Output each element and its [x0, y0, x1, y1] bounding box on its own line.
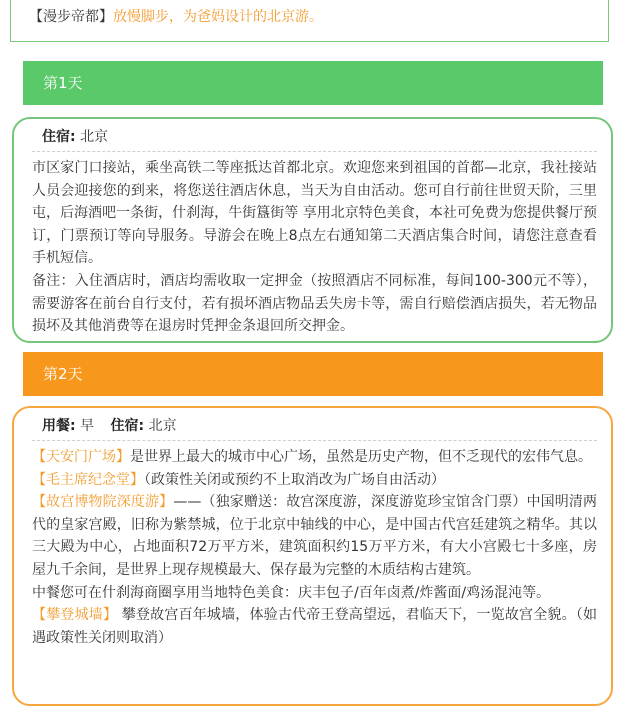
- spot-name: 【攀登城墙】: [32, 607, 118, 624]
- spot-text: 中餐您可在什刹海商圈享用当地特色美食：庆丰包子/百年卤煮/炸酱面/鸡汤混沌等。: [32, 584, 551, 601]
- day-1-description: 市区家门口接站，乘坐高铁二等座抵达首都北京。欢迎您来到祖国的首都—北京，我社接站人员会迎接您的到来，将您送往酒店休息，当天为自由活动。您可自行前往世贸天阶，三里屯，后海酒吧一条街，什刹海，牛街簋街等 享用北京特色美食，本社可免费为您提供餐厅预订，门票预订等向导服务。导游会在晚上8点左右通知第二天酒店集合时间，请您注意查看手机短信。: [32, 160, 597, 267]
- intro-line: [29, 6, 323, 26]
- route-tag: 【漫步帝都】: [29, 9, 113, 25]
- route-slogan: 放慢脚步，为爸妈设计的北京游。: [113, 9, 323, 25]
- spot-text: 是世界上最大的城市中心广场，虽然是历史产物，但不乏现代的宏伟气息。: [130, 449, 592, 465]
- meal-label: 用餐:: [42, 418, 76, 434]
- lodging-label: 住宿:: [42, 129, 76, 145]
- lodging-value: 北京: [148, 418, 177, 434]
- spot-name: 【毛主席纪念堂】: [32, 471, 144, 488]
- itinerary-item-forbidden-city: [32, 491, 597, 581]
- day-2-meta: [32, 416, 597, 441]
- itinerary-item-tiananmen: [32, 446, 597, 469]
- lodging-label: 住宿:: [110, 418, 145, 434]
- itinerary-item-memorial-hall: [32, 469, 597, 492]
- day-1-note: 备注：入住酒店时，酒店均需收取一定押金（按照酒店不同标准，每间100-300元不等），需要游客在前台自行支付，若有损坏酒店物品丢失房卡等，需自行赔偿酒店损失，若无物品损坏及其他消费等在退房时凭押金条退回所交押金。: [32, 272, 597, 335]
- itinerary-item-city-wall: [32, 604, 597, 649]
- spot-text: （政策性关闭或预约不上取消改为广场自由活动）: [144, 471, 445, 488]
- day-1-meta: [32, 127, 597, 152]
- spot-name: 【故宫博物院深度游】: [32, 494, 174, 511]
- day-2-card: [12, 406, 613, 706]
- meal-value: 早: [80, 418, 95, 434]
- spot-name: 【天安门广场】: [32, 449, 130, 465]
- day-1-header: 第1天: [23, 61, 603, 105]
- day-2-header: 第2天: [23, 352, 603, 396]
- day-1-card: [12, 117, 613, 343]
- intro-box: [10, 0, 609, 42]
- lodging-value: 北京: [80, 129, 109, 145]
- spot-text: ——（独家赠送：故宫深度游，深度游览珍宝馆含门票）中国明清两代的皇家宫殿，旧称为紫禁城，位于北京中轴线的中心，是中国古代宫廷建筑之精华。其以三大殿为中心，占地面积72万平方米，建筑面积约15万平方米，有大小宫殿七十多座，房屋九千余间，是世界上现存规模最大、保存最为完整的木质结构古建筑。: [32, 494, 598, 578]
- itinerary-item-lunch: [32, 582, 597, 605]
- spot-text: 攀登故宫百年城墙，体验古代帝王登高望远，君临天下，一览故宫全貌。（如遇政策性关闭则取消）: [32, 607, 598, 646]
